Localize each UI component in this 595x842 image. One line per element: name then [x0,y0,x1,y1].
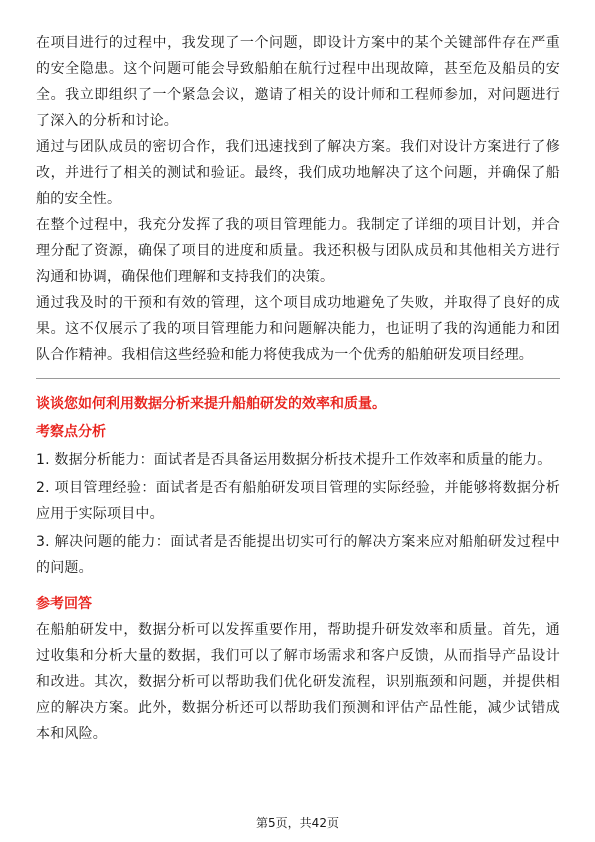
answer-heading: 参考回答 [36,596,92,612]
analysis-item-1: 1. 数据分析能力：面试者是否具备运用数据分析技术提升工作效率和质量的能力。 [36,452,552,468]
section-divider [36,378,560,379]
analysis-heading: 考察点分析 [36,424,106,440]
body-paragraph-3: 在整个过程中，我充分发挥了我的项目管理能力。我制定了详细的项目计划，并合理分配了资源，确保了项目的进度和质量。我还积极与团队成员和其他相关方进行沟通和协调，确保他们理解和支持我们的决策。 [36,217,560,285]
body-paragraph-4: 通过我及时的干预和有效的管理，这个项目成功地避免了失败，并取得了良好的成果。这不仅展示了我的项目管理能力和问题解决能力，也证明了我的沟通能力和团队合作精神。我相信这些经验和能力将使我成为一个优秀的船舶研发项目经理。 [36,295,560,363]
page-content [36,30,560,747]
analysis-item-2: 2. 项目管理经验：面试者是否有船舶研发项目管理的实际经验，并能够将数据分析应用于实际项目中。 [36,480,560,522]
body-paragraph-1: 在项目进行的过程中，我发现了一个问题，即设计方案中的某个关键部件存在严重的安全隐患。这个问题可能会导致船舶在航行过程中出现故障，甚至危及船员的安全。我立即组织了一个紧急会议，邀请了相关的设计师和工程师参加，对问题进行了深入的分析和讨论。 [36,35,560,129]
page-number-footer: 第5页，共42页 [256,816,339,830]
body-paragraph-2: 通过与团队成员的密切合作，我们迅速找到了解决方案。我们对设计方案进行了修改，并进行了相关的测试和验证。最终，我们成功地解决了这个问题，并确保了船舶的安全性。 [36,139,560,207]
answer-paragraph: 在船舶研发中，数据分析可以发挥重要作用，帮助提升研发效率和质量。首先，通过收集和分析大量的数据，我们可以了解市场需求和客户反馈，从而指导产品设计和改进。其次，数据分析可以帮助我们优化研发流程，识别瓶颈和问题，并提供相应的解决方案。此外，数据分析还可以帮助我们预测和评估产品性能，减少试错成本和风险。 [36,622,560,742]
analysis-item-3: 3. 解决问题的能力：面试者是否能提出切实可行的解决方案来应对船舶研发过程中的问题。 [36,534,560,576]
interview-question: 谈谈您如何利用数据分析来提升船舶研发的效率和质量。 [36,396,386,412]
